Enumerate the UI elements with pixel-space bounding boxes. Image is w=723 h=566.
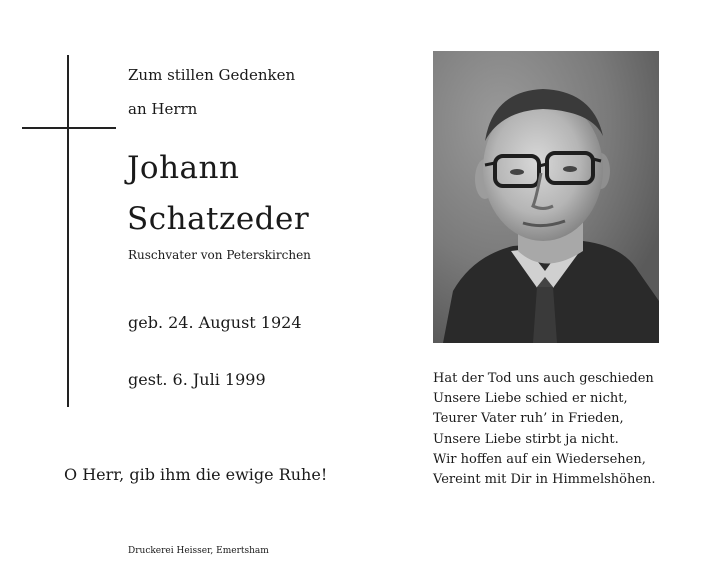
death-date: gest. 6. Juli 1999	[128, 370, 266, 389]
poem-line: Vereint mit Dir in Himmelshöhen.	[433, 472, 656, 488]
cross-icon-bar	[22, 127, 116, 129]
printer-credit: Druckerei Heisser, Emertsham	[128, 546, 269, 556]
poem-line: Teurer Vater ruh’ in Frieden,	[433, 411, 624, 427]
poem-line: Hat der Tod uns auch geschieden	[433, 371, 654, 386]
first-name: Johann	[127, 150, 240, 186]
poem-line: Unsere Liebe schied er nicht,	[433, 391, 628, 407]
intro-line-2: an Herrn	[128, 100, 198, 118]
birth-date: geb. 24. August 1924	[128, 313, 302, 332]
poem-line: Unsere Liebe stirbt ja nicht.	[433, 431, 619, 447]
intro-line-1: Zum stillen Gedenken	[128, 66, 296, 84]
last-name: Schatzeder	[127, 201, 310, 237]
poem	[433, 369, 656, 490]
portrait-photo	[433, 51, 659, 343]
subtitle: Ruschvater von Peterskirchen	[128, 248, 311, 262]
prayer: O Herr, gib ihm die ewige Ruhe!	[64, 465, 328, 484]
poem-line: Wir hoffen auf ein Wiedersehen,	[433, 451, 646, 467]
cross-icon	[67, 55, 69, 407]
